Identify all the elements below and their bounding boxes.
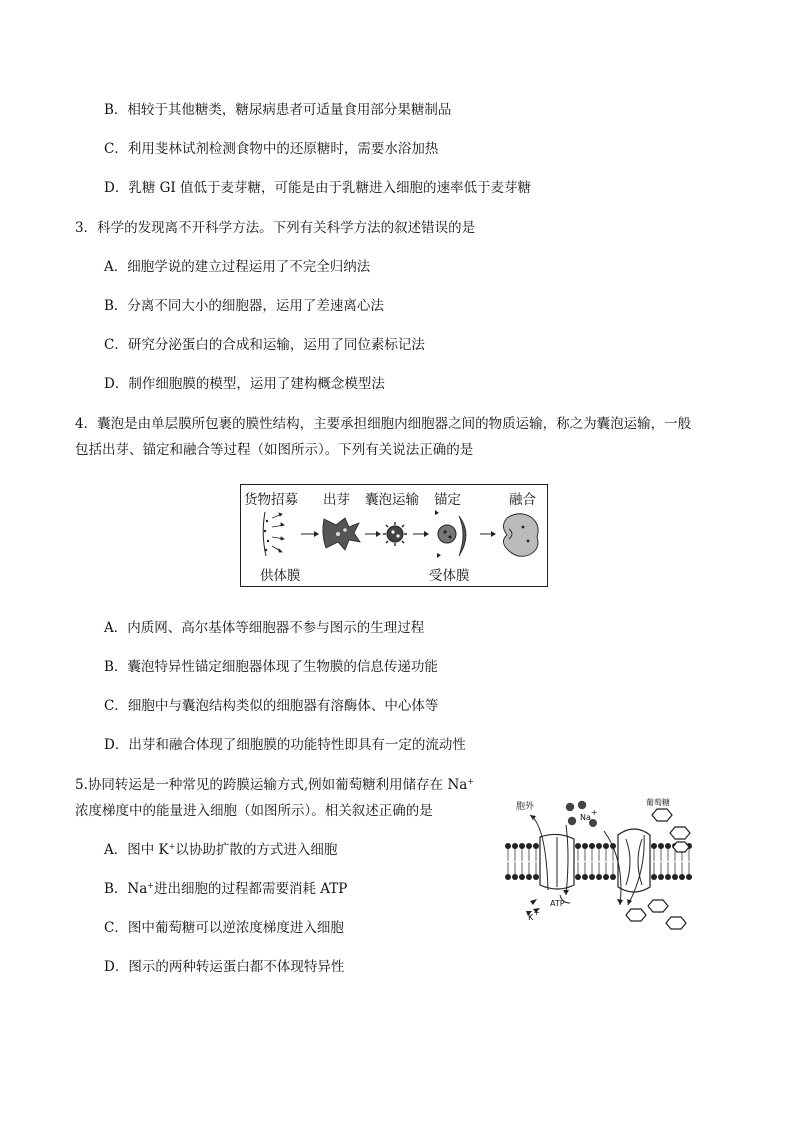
label-fusion: 融合 [509,492,536,508]
q4-stem-line2: 包括出芽、锚定和融合等过程（如图所示）。下列有关说法正确的是 [75,442,474,458]
q3-option-c: C．研究分泌蛋白的合成和运输，运用了同位素标记法 [104,337,425,353]
q2-option-b: B．相较于其他糖类，糖尿病患者可适量食用部分果糖制品 [104,102,452,118]
label-vesicle-transport: 囊泡运输 [365,492,419,508]
q5-stem-line1: 5.协同转运是一种常见的跨膜运输方式,例如葡萄糖利用储存在 Na+ [75,777,475,793]
vesicle-diagram-drawing [241,485,547,586]
q3-option-d: D．制作细胞膜的模型，运用了建构概念模型法 [104,376,385,392]
vesicle-transport-figure [240,484,548,587]
label-donor-membrane: 供体膜 [260,568,301,584]
q3-option-a: A．细胞学说的建立过程运用了不完全归纳法 [104,259,371,275]
label-cargo-recruitment: 货物招募 [244,492,298,508]
q5-stem-line2: 浓度梯度中的能量进入细胞（如图所示）。相关叙述正确的是 [75,803,433,819]
label-na-ion: Na+ [580,808,598,822]
q5-option-d: D．图示的两种转运蛋白都不体现特异性 [104,959,345,975]
q5-option-a: A．图中 K+以协助扩散的方式进入细胞 [104,842,338,858]
q4-option-b: B．囊泡特异性锚定细胞器体现了生物膜的信息传递功能 [104,659,438,675]
label-atp: ATP [550,899,565,908]
q5-option-c: C．图中葡萄糖可以逆浓度梯度进入细胞 [104,920,344,936]
q3-option-b: B．分离不同大小的细胞器，运用了差速离心法 [104,298,384,314]
label-outside-cell: 胞外 [516,802,535,812]
cotransport-drawing [500,795,696,930]
label-acceptor-membrane: 受体膜 [429,568,470,584]
q4-stem-line1: 4．囊泡是由单层膜所包裹的膜性结构，主要承担细胞内细胞器之间的物质运输，称之为囊泡运输，一般 [75,416,692,432]
q5-option-b: B．Na+进出细胞的过程都需要消耗 ATP [104,881,348,897]
label-budding: 出芽 [323,492,350,508]
q2-option-d: D．乳糖 GI 值低于麦芽糖，可能是由于乳糖进入细胞的速率低于麦芽糖 [104,180,532,196]
label-k-ion: K+ [528,908,540,922]
label-anchoring: 锚定 [434,492,461,508]
label-glucose: 葡萄糖 [646,798,670,807]
q4-option-d: D．出芽和融合体现了细胞膜的功能特性即具有一定的流动性 [104,737,466,753]
q4-option-a: A．内质网、高尔基体等细胞器不参与图示的生理过程 [104,620,425,636]
cotransport-figure [500,795,696,930]
q4-option-c: C．细胞中与囊泡结构类似的细胞器有溶酶体、中心体等 [104,698,439,714]
q2-option-c: C．利用斐林试剂检测食物中的还原糖时，需要水浴加热 [104,141,439,157]
q3-stem: 3．科学的发现离不开科学方法。下列有关科学方法的叙述错误的是 [75,220,476,236]
